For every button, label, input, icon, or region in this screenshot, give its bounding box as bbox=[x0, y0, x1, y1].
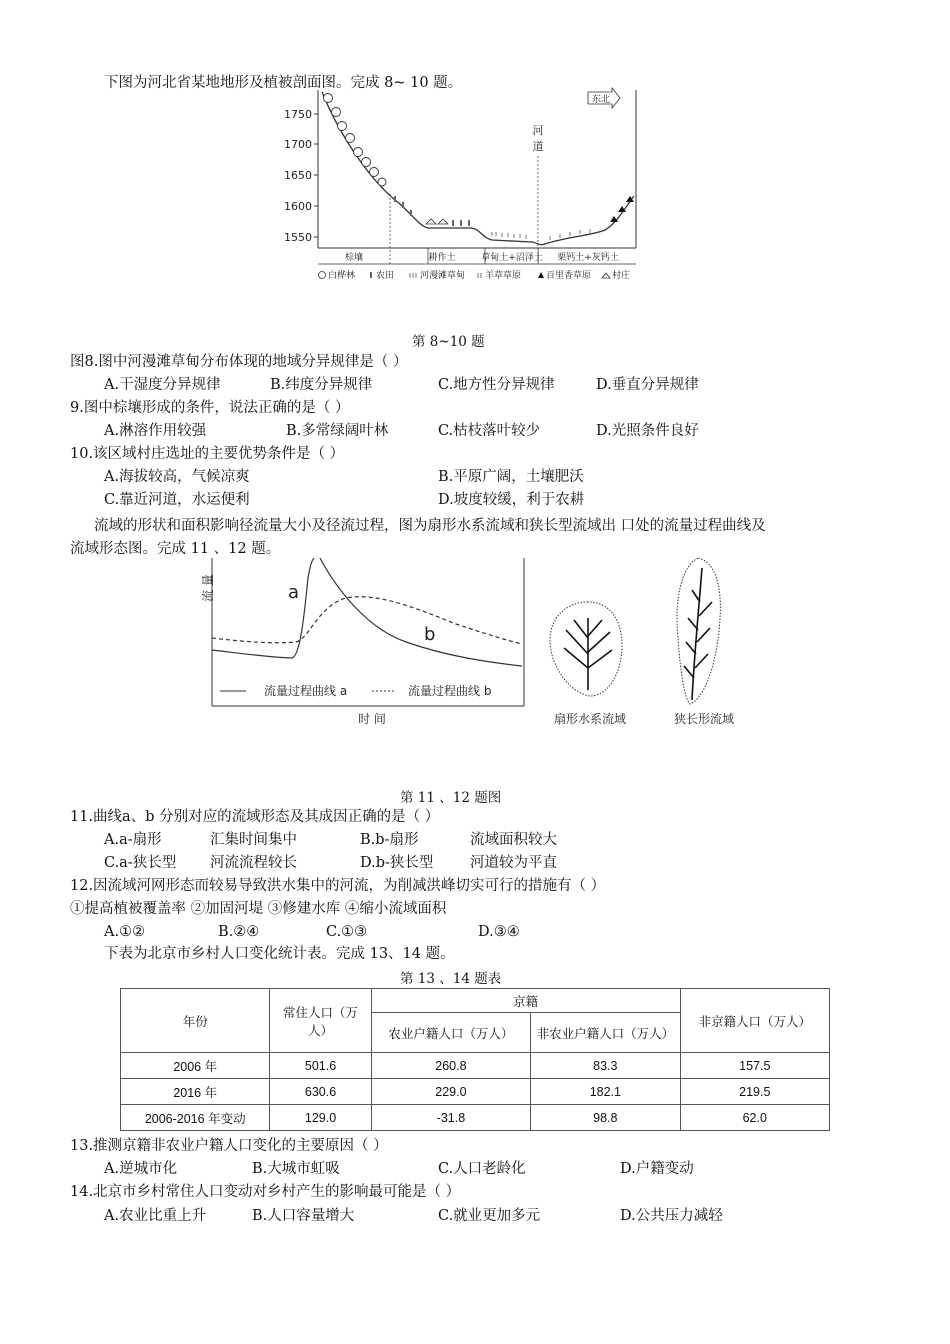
q11-option-c[interactable]: C.a-狭长型 bbox=[104, 855, 177, 871]
soil-band-1: 棕壤 bbox=[344, 253, 364, 263]
table-caption: 第 13 、14 题表 bbox=[400, 971, 502, 987]
q12-option-b[interactable]: B.②④ bbox=[218, 924, 260, 940]
soil-band-2: 耕作土 bbox=[428, 253, 456, 263]
hydrograph-ylabel: 流 量 bbox=[201, 574, 215, 602]
cell: 229.0 bbox=[371, 1079, 530, 1105]
fan-basin-outline bbox=[550, 602, 622, 696]
intro-8-10: 下图为河北省某地地形及植被剖面图。完成 8~ 10 题。 bbox=[104, 75, 463, 91]
cell: 2006-2016 年变动 bbox=[121, 1105, 270, 1131]
y-tick-1650: 1650 bbox=[284, 169, 312, 182]
cell: 260.8 bbox=[371, 1053, 530, 1079]
hydrograph-figure bbox=[186, 558, 766, 738]
q13-option-b[interactable]: B.大城市虹吸 bbox=[252, 1161, 340, 1177]
table-row bbox=[121, 1053, 830, 1079]
intro-11-12-line2: 流域形态图。完成 11 、12 题。 bbox=[70, 541, 281, 557]
q14-option-d[interactable]: D.公共压力减轻 bbox=[620, 1208, 723, 1224]
cell: -31.8 bbox=[371, 1105, 530, 1131]
q10-option-d[interactable]: D.坡度较缓，利于农耕 bbox=[438, 492, 585, 508]
header-jingji: 京籍 bbox=[371, 989, 680, 1013]
cell: 157.5 bbox=[680, 1053, 829, 1079]
y-tick-1600: 1600 bbox=[284, 200, 312, 213]
q10-option-b[interactable]: B.平原广阔，土壤肥沃 bbox=[438, 469, 584, 485]
thyme-icons bbox=[610, 196, 634, 222]
curve-a bbox=[212, 558, 522, 666]
legend-meadow: 河漫滩草甸 bbox=[420, 271, 466, 281]
cell: 501.6 bbox=[270, 1053, 371, 1079]
q11-option-d[interactable]: D.b-狭长型 bbox=[360, 855, 434, 871]
legend-curve-a: 流量过程曲线 a bbox=[264, 684, 348, 698]
figure-caption-8-10: 第 8~10 题 bbox=[412, 334, 485, 350]
q12-stem: 12.因流域河网形态而较易导致洪水集中的河流，为削减洪峰切实可行的措施有（ ） bbox=[70, 878, 606, 894]
y-tick-1750: 1750 bbox=[284, 108, 312, 121]
intro-11-12-line1: 流域的形状和面积影响径流量大小及径流过程，图为扇形水系流域和狭长型流域出 口处的流量过程曲线及 bbox=[94, 518, 766, 534]
fan-basin-river bbox=[564, 618, 612, 690]
header-agri: 农业户籍人口（万人） bbox=[371, 1013, 530, 1053]
q12-option-c[interactable]: C.①③ bbox=[326, 924, 368, 940]
q9-option-b[interactable]: B.多常绿阔叶林 bbox=[286, 423, 389, 439]
q11-option-b-reason: 流域面积较大 bbox=[470, 832, 557, 848]
y-tick-1550: 1550 bbox=[284, 231, 312, 244]
table-row bbox=[121, 1079, 830, 1105]
curve-b-label: b bbox=[424, 624, 436, 645]
soil-band-3: 草甸土+沼泽土 bbox=[481, 253, 543, 263]
q13-option-a[interactable]: A.逆城市化 bbox=[104, 1161, 178, 1177]
q9-stem: 9.图中棕壤形成的条件，说法正确的是（ ） bbox=[70, 400, 350, 416]
y-tick-1700: 1700 bbox=[284, 138, 312, 151]
cell: 2016 年 bbox=[121, 1079, 270, 1105]
q11-option-b[interactable]: B.b-扇形 bbox=[360, 832, 419, 848]
q8-option-c[interactable]: C.地方性分异规律 bbox=[438, 377, 555, 393]
q11-option-a-reason: 汇集时间集中 bbox=[210, 832, 297, 848]
cell: 129.0 bbox=[270, 1105, 371, 1131]
curve-a-label: a bbox=[288, 582, 300, 603]
header-resident: 常住人口（万人） bbox=[270, 989, 371, 1053]
q11-stem: 11.曲线a、b 分别对应的流域形态及其成因正确的是（ ） bbox=[70, 809, 440, 825]
cell: 182.1 bbox=[531, 1079, 680, 1105]
q8-stem: 图8.图中河漫滩草甸分布体现的地域分异规律是（ ） bbox=[70, 354, 408, 370]
intro-13-14: 下表为北京市乡村人口变化统计表。完成 13、14 题。 bbox=[104, 946, 455, 962]
cell: 219.5 bbox=[680, 1079, 829, 1105]
river-label-2: 道 bbox=[532, 140, 544, 153]
cell: 630.6 bbox=[270, 1079, 371, 1105]
curve-b bbox=[212, 597, 522, 644]
q13-stem: 13.推测京籍非农业户籍人口变化的主要原因（ ） bbox=[70, 1138, 388, 1154]
q9-option-d[interactable]: D.光照条件良好 bbox=[596, 423, 699, 439]
header-year: 年份 bbox=[121, 989, 270, 1053]
legend-leymus: 羊草草原 bbox=[485, 271, 522, 281]
legend-birch: 白桦林 bbox=[328, 271, 356, 281]
header-non-jingji: 非京籍人口（万人） bbox=[680, 989, 829, 1053]
q11-option-d-reason: 河道较为平直 bbox=[470, 855, 557, 871]
legend-thyme: 百里香草原 bbox=[546, 271, 592, 281]
q8-option-b[interactable]: B.纬度分异规律 bbox=[270, 377, 373, 393]
river-label-1: 河 bbox=[532, 124, 544, 137]
soil-band-4: 栗钙土+灰钙土 bbox=[557, 253, 619, 263]
table-row bbox=[121, 1105, 830, 1131]
legend-village: 村庄 bbox=[612, 271, 631, 281]
q14-option-b[interactable]: B.人口容量增大 bbox=[252, 1208, 355, 1224]
cell: 2006 年 bbox=[121, 1053, 270, 1079]
village-icons bbox=[426, 219, 448, 224]
q9-option-a[interactable]: A.淋溶作用较强 bbox=[104, 423, 207, 439]
q8-option-a[interactable]: A.干湿度分异规律 bbox=[104, 377, 221, 393]
hydrograph-xlabel: 时 间 bbox=[358, 712, 386, 726]
q12-option-d[interactable]: D.③④ bbox=[478, 924, 520, 940]
direction-label: 东北 bbox=[592, 95, 611, 105]
cell: 62.0 bbox=[680, 1105, 829, 1131]
q13-option-d[interactable]: D.户籍变动 bbox=[620, 1161, 694, 1177]
q14-option-a[interactable]: A.农业比重上升 bbox=[104, 1208, 207, 1224]
q14-option-c[interactable]: C.就业更加多元 bbox=[438, 1208, 541, 1224]
terrain-line bbox=[322, 92, 634, 245]
header-non-agri: 非农业户籍人口（万人） bbox=[531, 1013, 680, 1053]
legend-curve-b: 流量过程曲线 b bbox=[408, 684, 492, 698]
cell: 83.3 bbox=[531, 1053, 680, 1079]
q11-option-a[interactable]: A.a-扇形 bbox=[104, 832, 162, 848]
q10-option-c[interactable]: C.靠近河道，水运便利 bbox=[104, 492, 250, 508]
q12-option-a[interactable]: A.①② bbox=[104, 924, 146, 940]
q13-option-c[interactable]: C.人口老龄化 bbox=[438, 1161, 526, 1177]
birch-forest-icons bbox=[324, 94, 387, 187]
q11-option-c-reason: 河流流程较长 bbox=[210, 855, 297, 871]
q14-stem: 14.北京市乡村常住人口变动对乡村产生的影响最可能是（ ） bbox=[70, 1184, 461, 1200]
terrain-profile-figure bbox=[270, 86, 650, 286]
q8-option-d[interactable]: D.垂直分异规律 bbox=[596, 377, 699, 393]
q12-measures: ①提高植被覆盖率 ②加固河堤 ③修建水库 ④缩小流域面积 bbox=[70, 901, 447, 917]
q10-option-a[interactable]: A.海拔较高，气候凉爽 bbox=[104, 469, 250, 485]
elongated-basin-outline bbox=[677, 558, 720, 704]
q10-stem: 10.该区域村庄选址的主要优势条件是（ ） bbox=[70, 446, 345, 462]
meadow-icons bbox=[492, 229, 590, 240]
rural-population-table bbox=[120, 988, 830, 1131]
q9-option-c[interactable]: C.枯枝落叶较少 bbox=[438, 423, 541, 439]
figure-caption-11-12: 第 11 、12 题图 bbox=[400, 790, 502, 806]
legend-farmland: 农田 bbox=[376, 271, 395, 281]
cell: 98.8 bbox=[531, 1105, 680, 1131]
elongated-basin-label: 狭长形流域 bbox=[673, 712, 735, 726]
fan-basin-label: 扇形水系流域 bbox=[553, 712, 627, 726]
